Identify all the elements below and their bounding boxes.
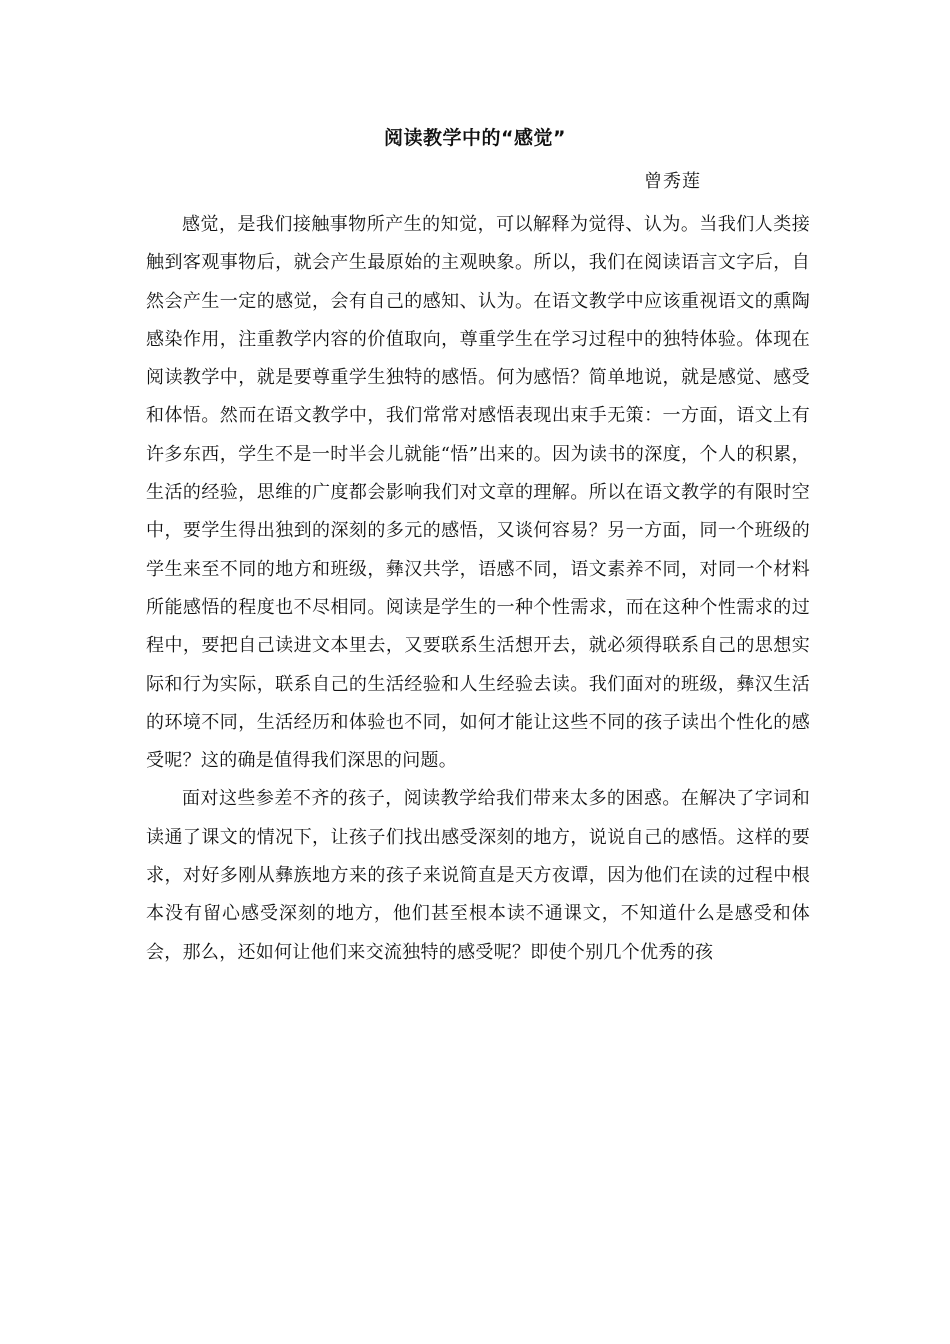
- author-name: 曾秀莲: [644, 171, 701, 192]
- document-title: 阅读教学中的“感觉”: [384, 127, 566, 149]
- document-body: [146, 206, 810, 972]
- paragraph-2: 面对这些参差不齐的孩子，阅读教学给我们带来太多的困惑。在解决了字词和读通了课文的情况下，让孩子们找出感受深刻的地方，说说自己的感悟。这样的要求，对好多刚从彝族地方来的孩子来说简直是天方夜谭，因为他们在读的过程中根本没有留心感受深刻的地方，他们甚至根本读不通课文，不知道什么是感受和体会，那么，还如何让他们来交流独特的感受呢？即使个别几个优秀的孩: [146, 788, 810, 963]
- paragraph-1: 感觉，是我们接触事物所产生的知觉，可以解释为觉得、认为。当我们人类接触到客观事物后，就会产生最原始的主观映象。所以，我们在阅读语言文字后，自然会产生一定的感觉，会有自己的感知、认为。在语文教学中应该重视语文的熏陶感染作用，注重教学内容的价值取向，尊重学生在学习过程中的独特体验。体现在阅读教学中，就是要尊重学生独特的感悟。何为感悟？简单地说，就是感觉、感受和体悟。然而在语文教学中，我们常常对感悟表现出束手无策：一方面，语文上有许多东西，学生不是一时半会儿就能“悟”出来的。因为读书的深度，个人的积累，生活的经验，思维的广度都会影响我们对文章的理解。所以在语文教学的有限时空中，要学生得出独到的深刻的多元的感悟，又谈何容易？另一方面，同一个班级的学生来至不同的地方和班级，彝汉共学，语感不同，语文素养不同，对同一个材料所能感悟的程度也不尽相同。阅读是学生的一种个性需求，而在这种个性需求的过程中，要把自己读进文本里去，又要联系生活想开去，就必须得联系自己的思想实际和行为实际，联系自己的生活经验和人生经验去读。我们面对的班级，彝汉生活的环境不同，生活经历和体验也不同，如何才能让这些不同的孩子读出个性化的感受呢？这的确是值得我们深思的问题。: [146, 214, 810, 772]
